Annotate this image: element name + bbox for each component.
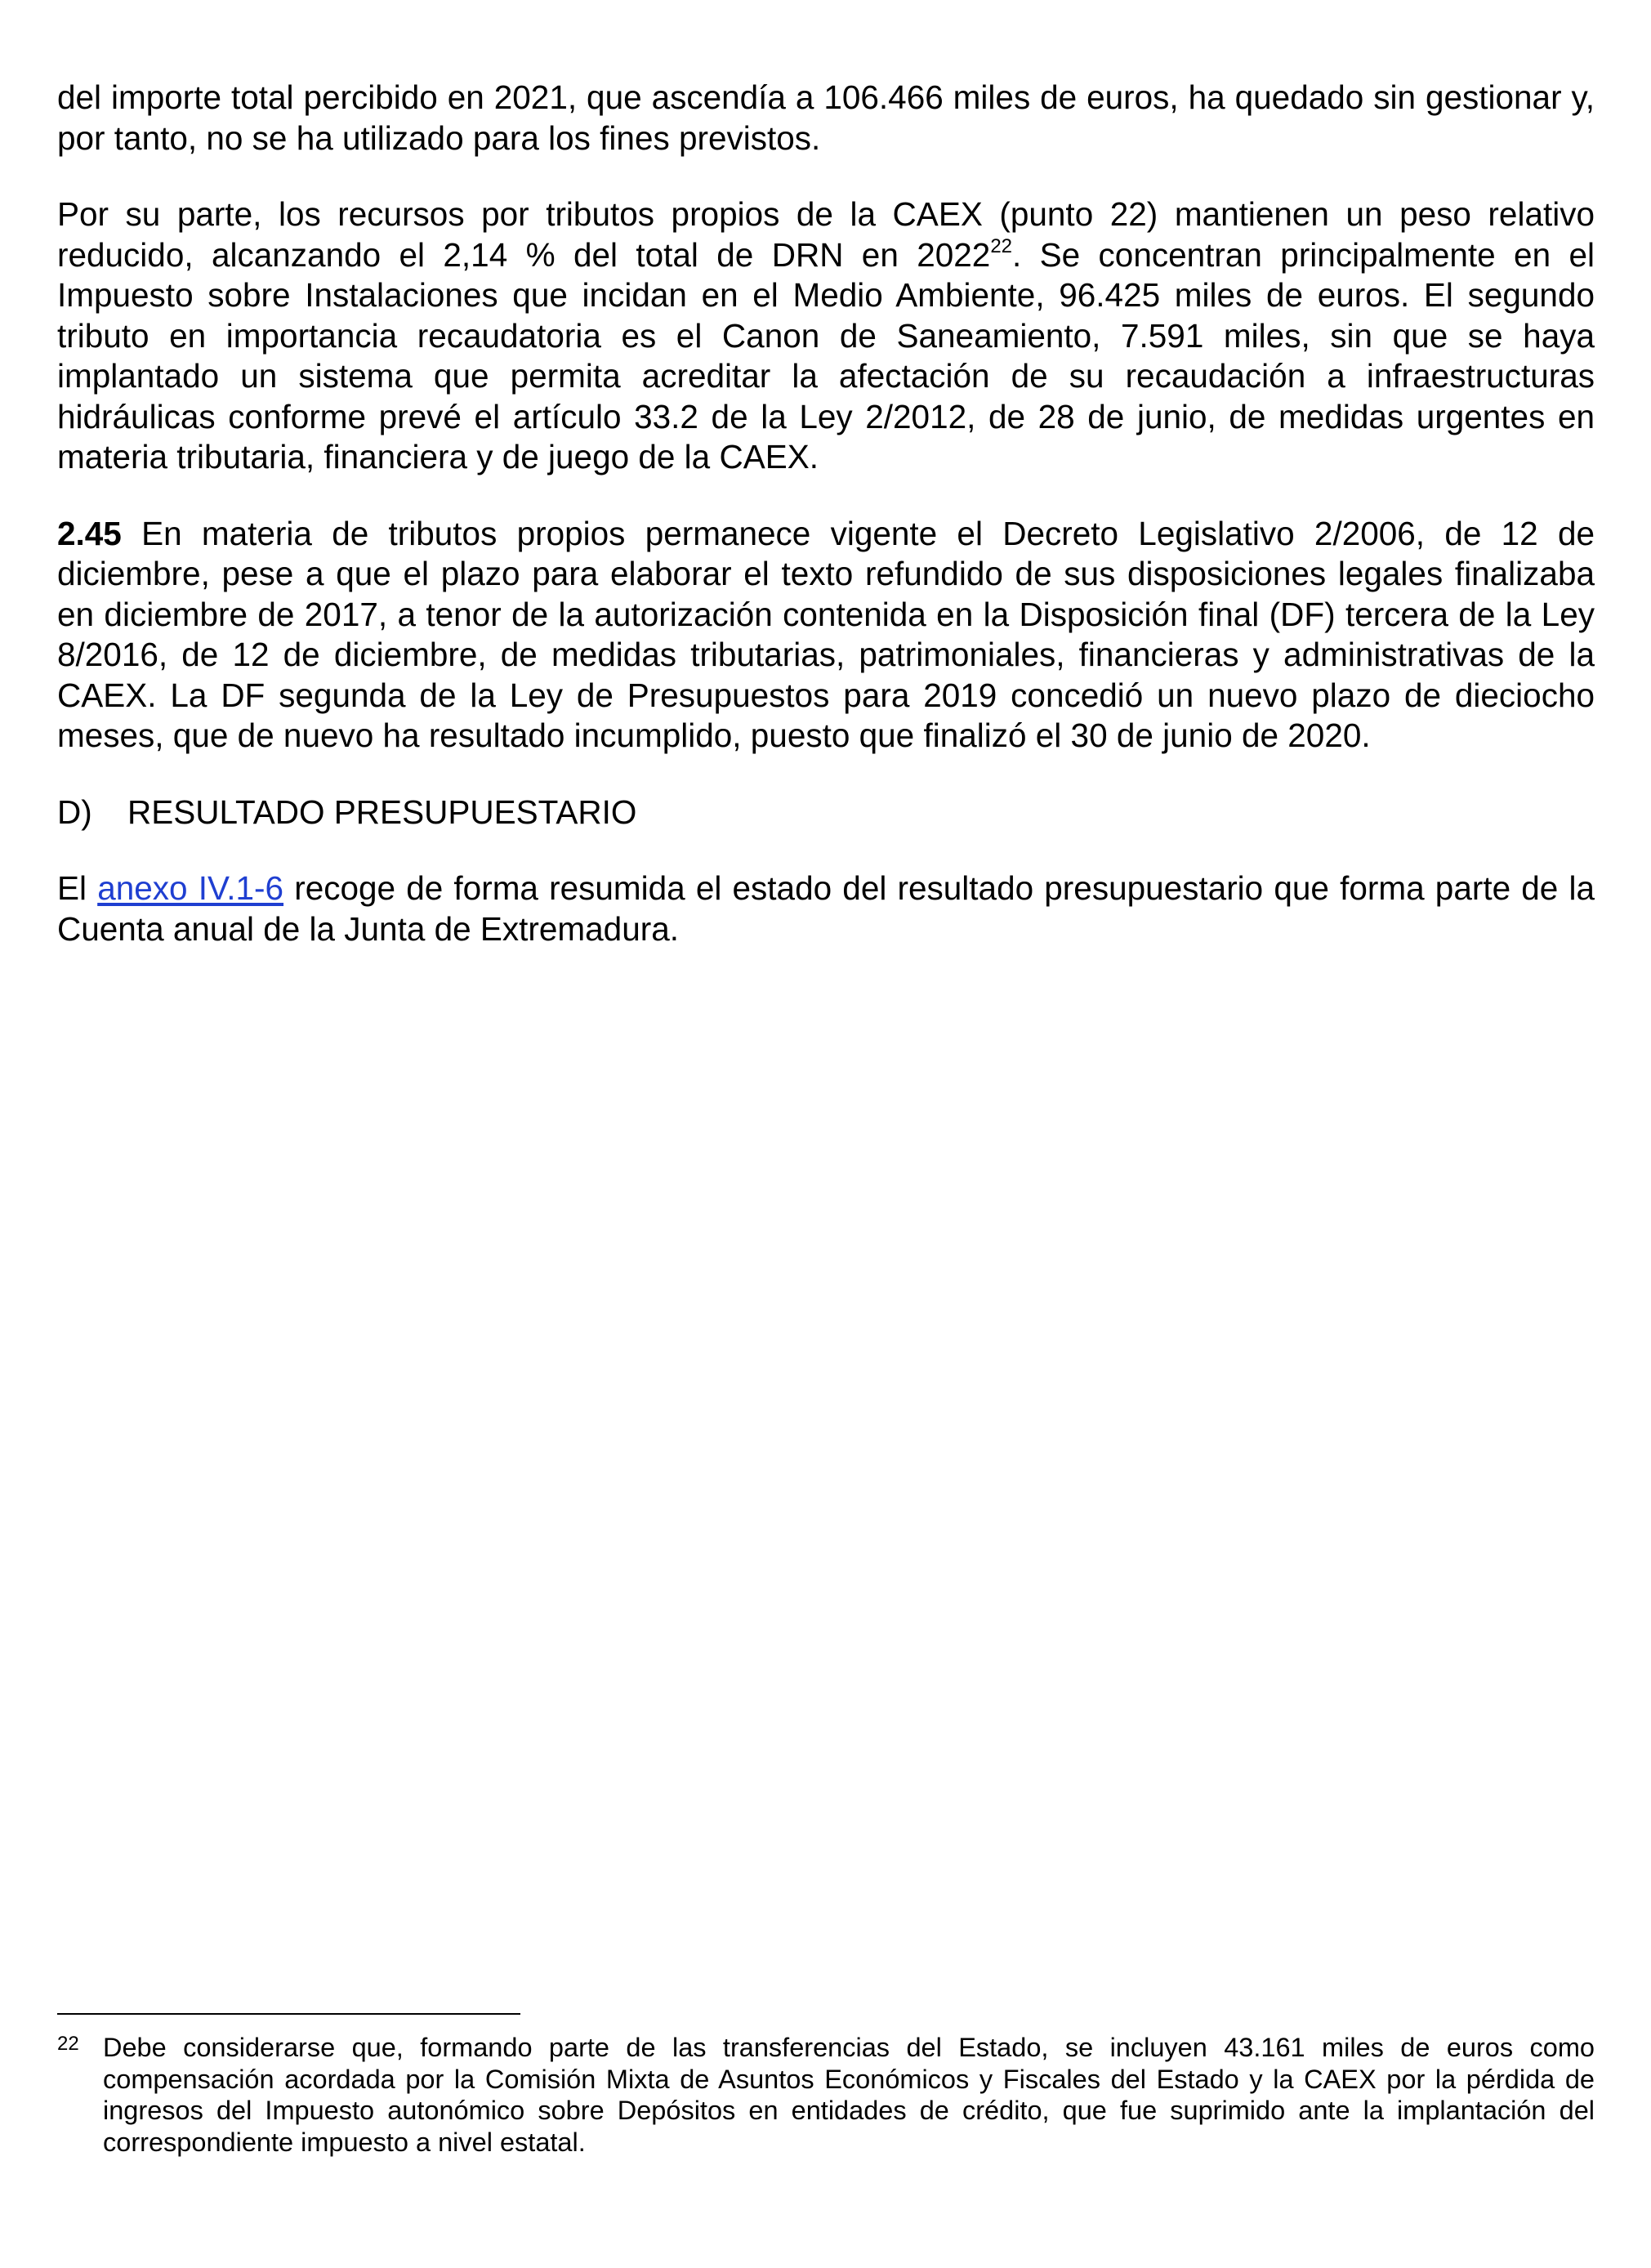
document-body: [57, 78, 1595, 985]
annex-link[interactable]: anexo IV.1-6: [97, 869, 284, 907]
paragraph-own-taxes-text-end: . Se concentran principalmente en el Impuesto sobre Instalaciones que incidan en el Medio Ambiente, 96.425 miles de euros. El segundo tributo en importancia recaudatoria es el Canon de Saneamiento, 7.591 miles, sin que se haya implantado un sistema que permita acreditar la afectación de su recaudación a infraestructuras hidráulicas conforme prevé el artículo 33.2 de la Ley 2/2012, de 28 de junio, de medidas urgentes en materia tributaria, financiera y de juego de la CAEX.: [57, 235, 1595, 475]
footnote-22: [57, 2032, 1595, 2158]
paragraph-own-taxes: [57, 194, 1595, 478]
paragraph-unspent-funds: del importe total percibido en 2021, que ascendía a 106.466 miles de euros, ha quedado sin gestionar y, por tanto, no se ha utilizado para los fines previstos.: [57, 78, 1595, 157]
section-title: RESULTADO PRESUPUESTARIO: [127, 792, 637, 831]
footnote-text: Debe considerarse que, formando parte de las transferencias del Estado, se incluyen 43.161 miles de euros como compensación acordada por la Comisión Mixta de Asuntos Económicos y Fiscales del Estado y la CAEX por la pérdida de ingresos del Impuesto autonómico sobre Depósitos en entidades de crédito, que fue suprimido ante la implantación del correspondiente impuesto a nivel estatal.: [103, 2033, 1595, 2157]
footnote-number: 22: [57, 2033, 79, 2055]
paragraph-2-45-text: En materia de tributos propios permanece vigente el Decreto Legislativo 2/2006, de 12 de diciembre, pese a que el plazo para elaborar el texto refundido de sus disposiciones legales finalizaba en diciembre de 2017, a tenor de la autorización contenida en la Disposición final (DF) tercera de la Ley 8/2016, de 12 de diciembre, de medidas tributarias, patrimoniales, financieras y administrativas de la CAEX. La DF segunda de la Ley de Presupuestos para 2019 concedió un nuevo plazo de dieciocho meses, que de nuevo ha resultado incumplido, puesto que finalizó el 30 de junio de 2020.: [57, 514, 1595, 754]
section-letter: D): [57, 792, 92, 831]
paragraph-budget-result-text-end: recoge de forma resumida el estado del resultado presupuestario que forma parte de la Cuenta anual de la Junta de Extremadura.: [57, 869, 1595, 948]
paragraph-own-taxes-text-start: Por su parte, los recursos por tributos propios de la CAEX (punto 22) mantienen un peso relativo reducido, alcanzando el 2,14 % del total de DRN en 2022: [57, 195, 1595, 274]
paragraph-budget-result-text-start: El: [57, 869, 98, 907]
paragraph-budget-result: [57, 868, 1595, 949]
section-heading: [57, 792, 1595, 833]
paragraph-number: 2.45: [57, 514, 122, 552]
footnote-reference-22[interactable]: 22: [990, 235, 1013, 257]
footnote-separator: [57, 2013, 520, 2015]
paragraph-2-45: [57, 514, 1595, 757]
